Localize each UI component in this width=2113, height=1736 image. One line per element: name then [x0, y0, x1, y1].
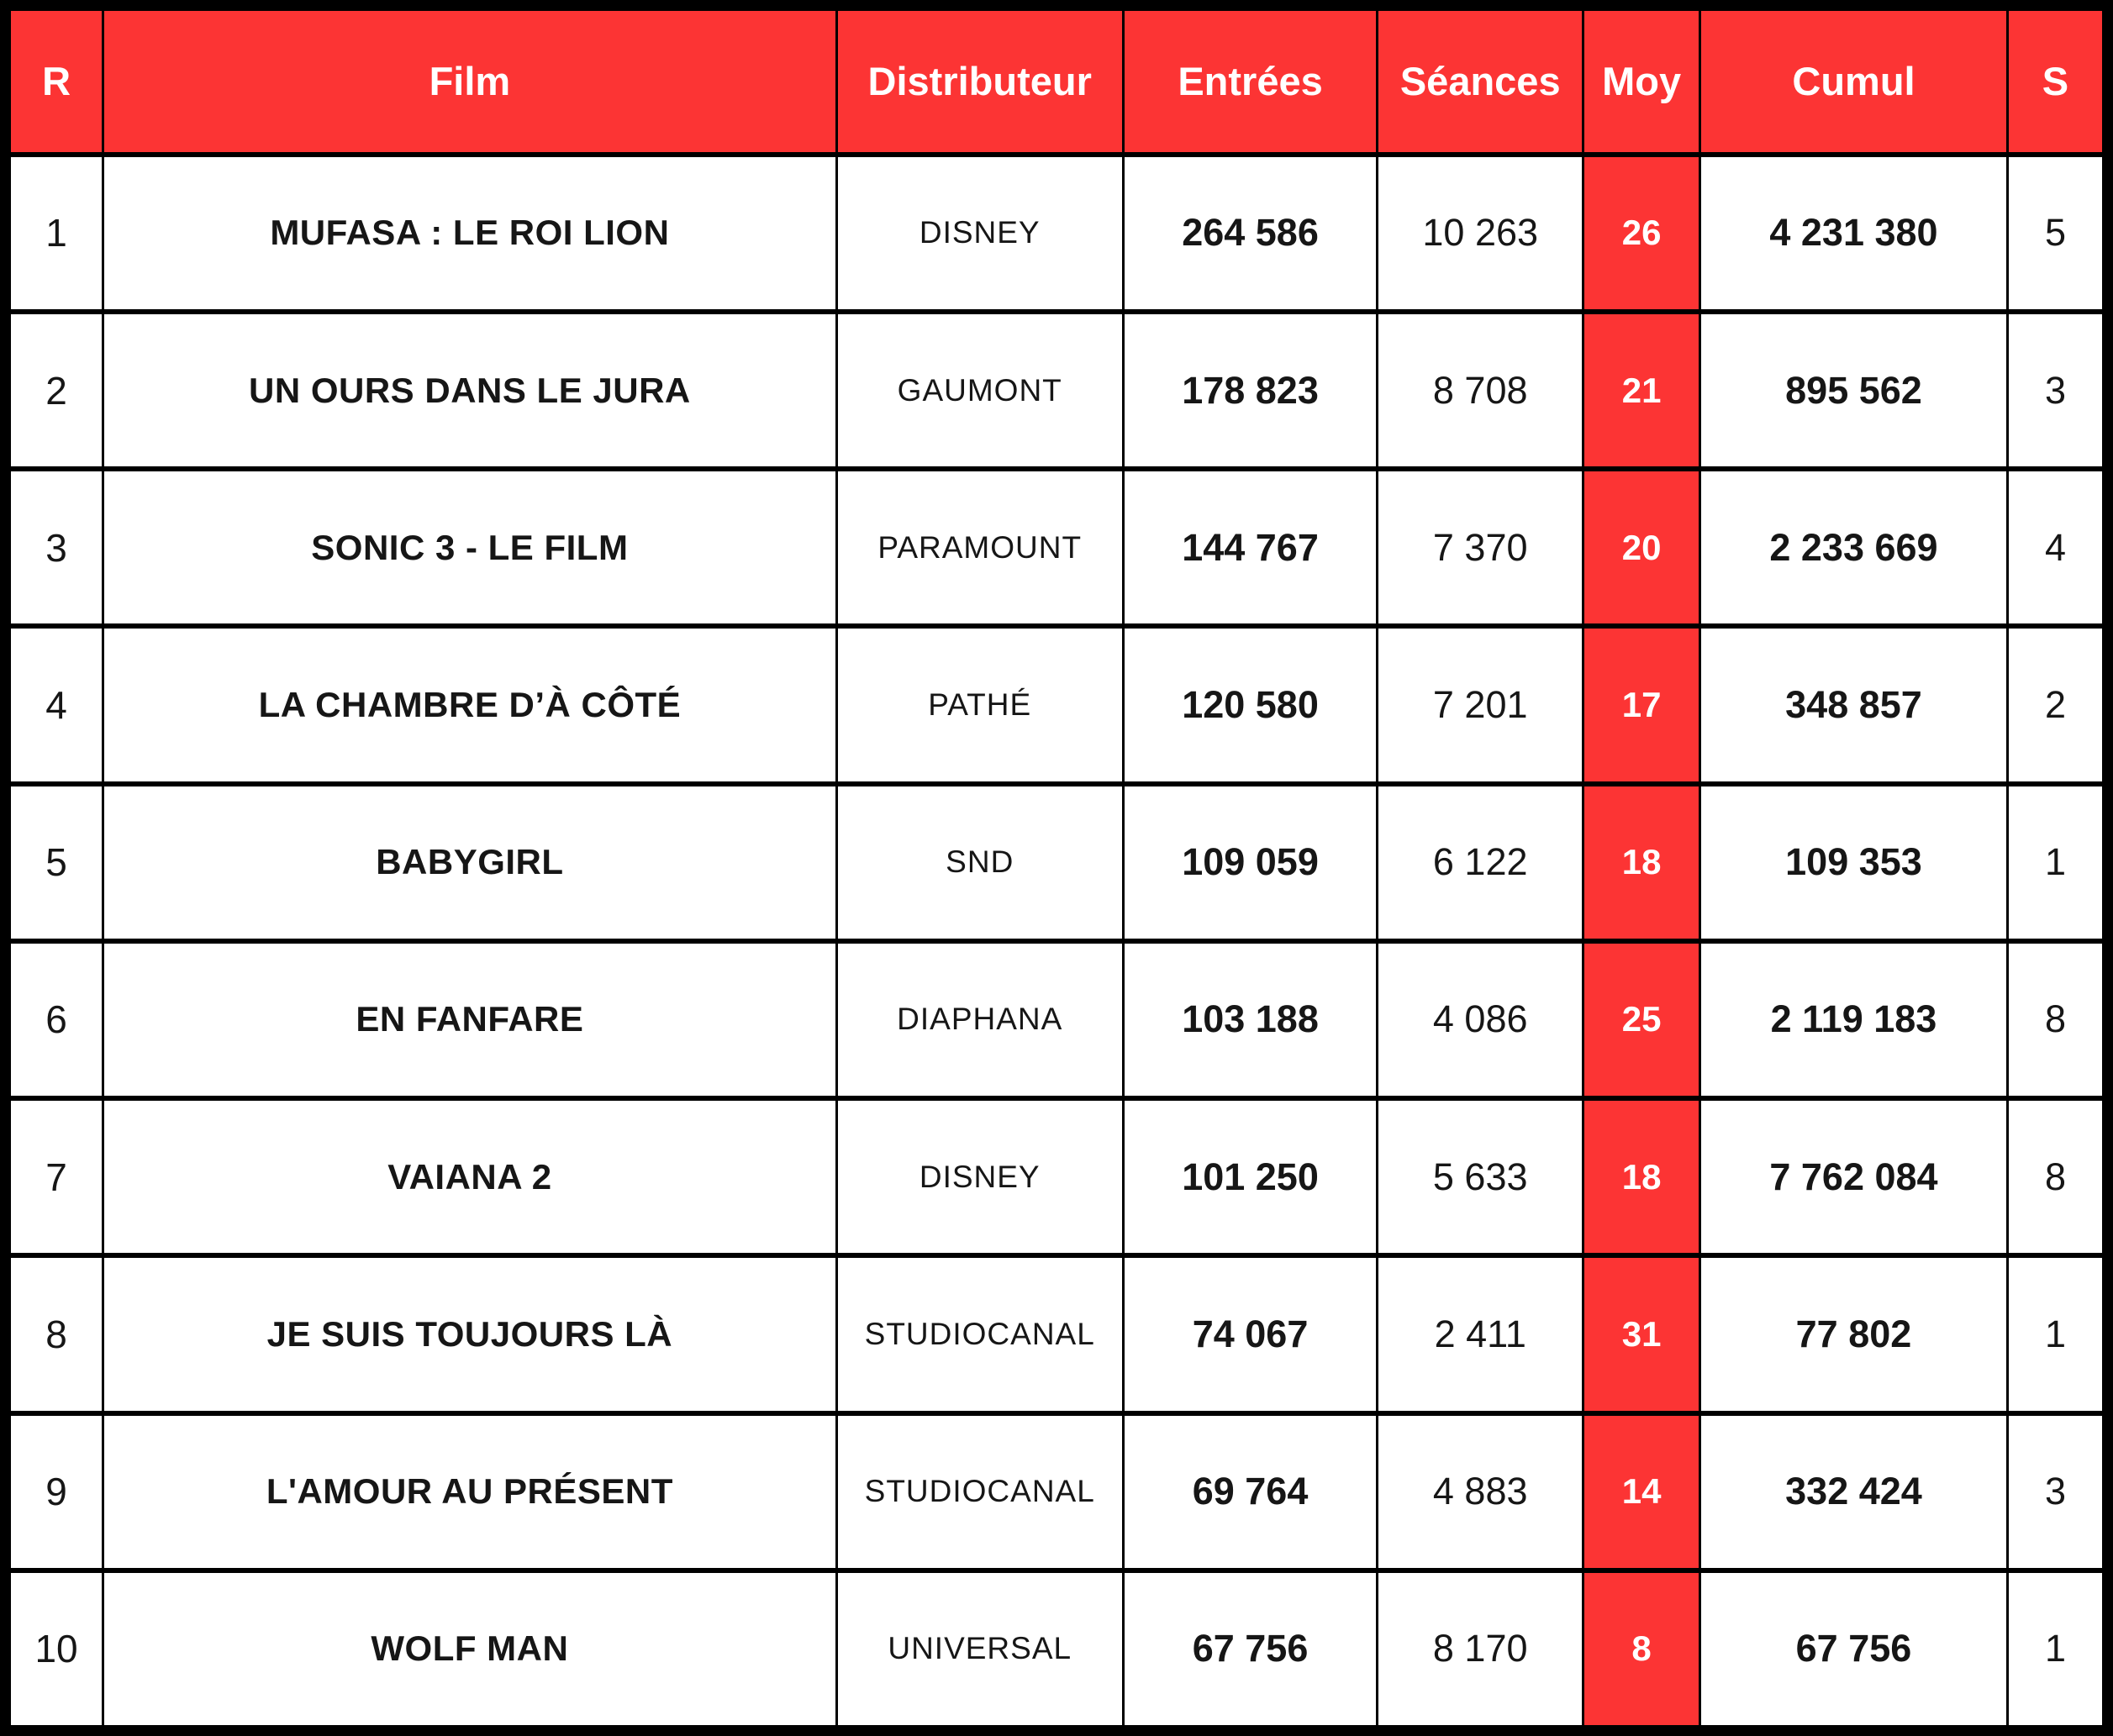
weeks-cell: 8 — [2009, 1101, 2102, 1253]
film-cell: UN OURS DANS LE JURA — [104, 314, 835, 466]
cumulative-cell: 7 762 084 — [1701, 1101, 2006, 1253]
film-cell: MUFASA : LE ROI LION — [104, 157, 835, 309]
screenings-cell: 10 263 — [1378, 157, 1582, 309]
entries-cell: 69 764 — [1125, 1416, 1376, 1568]
distributor-cell: GAUMONT — [838, 314, 1122, 466]
average-cell: 8 — [1584, 1573, 1699, 1725]
rank-cell: 5 — [11, 786, 102, 939]
entries-cell: 109 059 — [1125, 786, 1376, 939]
distributor-cell: DISNEY — [838, 1101, 1122, 1253]
header-weeks: S — [2009, 11, 2102, 152]
entries-cell: 178 823 — [1125, 314, 1376, 466]
screenings-cell: 5 633 — [1378, 1101, 1582, 1253]
weeks-cell: 8 — [2009, 944, 2102, 1096]
screenings-cell: 8 708 — [1378, 314, 1582, 466]
cumulative-cell: 109 353 — [1701, 786, 2006, 939]
average-cell: 20 — [1584, 471, 1699, 623]
header-rank: R — [11, 11, 102, 152]
film-cell: LA CHAMBRE D’À CÔTÉ — [104, 629, 835, 781]
film-cell: WOLF MAN — [104, 1573, 835, 1725]
weeks-cell: 1 — [2009, 1573, 2102, 1725]
entries-cell: 101 250 — [1125, 1101, 1376, 1253]
screenings-cell: 8 170 — [1378, 1573, 1582, 1725]
rank-cell: 2 — [11, 314, 102, 466]
average-cell: 14 — [1584, 1416, 1699, 1568]
film-cell: JE SUIS TOUJOURS LÀ — [104, 1258, 835, 1410]
entries-cell: 67 756 — [1125, 1573, 1376, 1725]
weeks-cell: 1 — [2009, 786, 2102, 939]
distributor-cell: DISNEY — [838, 157, 1122, 309]
cumulative-cell: 67 756 — [1701, 1573, 2006, 1725]
cumulative-cell: 4 231 380 — [1701, 157, 2006, 309]
weeks-cell: 2 — [2009, 629, 2102, 781]
cumulative-cell: 77 802 — [1701, 1258, 2006, 1410]
rank-cell: 4 — [11, 629, 102, 781]
screenings-cell: 4 086 — [1378, 944, 1582, 1096]
weeks-cell: 3 — [2009, 314, 2102, 466]
rank-cell: 8 — [11, 1258, 102, 1410]
entries-cell: 144 767 — [1125, 471, 1376, 623]
header-screenings: Séances — [1378, 11, 1582, 152]
average-cell: 18 — [1584, 1101, 1699, 1253]
entries-cell: 264 586 — [1125, 157, 1376, 309]
film-cell: EN FANFARE — [104, 944, 835, 1096]
rank-cell: 1 — [11, 157, 102, 309]
rank-cell: 7 — [11, 1101, 102, 1253]
distributor-cell: UNIVERSAL — [838, 1573, 1122, 1725]
cumulative-cell: 332 424 — [1701, 1416, 2006, 1568]
distributor-cell: STUDIOCANAL — [838, 1258, 1122, 1410]
weeks-cell: 4 — [2009, 471, 2102, 623]
cumulative-cell: 2 233 669 — [1701, 471, 2006, 623]
distributor-cell: STUDIOCANAL — [838, 1416, 1122, 1568]
entries-cell: 120 580 — [1125, 629, 1376, 781]
average-cell: 26 — [1584, 157, 1699, 309]
film-cell: BABYGIRL — [104, 786, 835, 939]
distributor-cell: SND — [838, 786, 1122, 939]
distributor-cell: DIAPHANA — [838, 944, 1122, 1096]
rank-cell: 9 — [11, 1416, 102, 1568]
average-cell: 17 — [1584, 629, 1699, 781]
film-cell: L'AMOUR AU PRÉSENT — [104, 1416, 835, 1568]
rank-cell: 10 — [11, 1573, 102, 1725]
film-cell: VAIANA 2 — [104, 1101, 835, 1253]
header-film: Film — [104, 11, 835, 152]
header-distributor: Distributeur — [838, 11, 1122, 152]
film-cell: SONIC 3 - LE FILM — [104, 471, 835, 623]
cumulative-cell: 348 857 — [1701, 629, 2006, 781]
header-average: Moy — [1584, 11, 1699, 152]
header-cumulative: Cumul — [1701, 11, 2006, 152]
rank-cell: 6 — [11, 944, 102, 1096]
weeks-cell: 3 — [2009, 1416, 2102, 1568]
cumulative-cell: 2 119 183 — [1701, 944, 2006, 1096]
distributor-cell: PARAMOUNT — [838, 471, 1122, 623]
screenings-cell: 4 883 — [1378, 1416, 1582, 1568]
average-cell: 31 — [1584, 1258, 1699, 1410]
weeks-cell: 5 — [2009, 157, 2102, 309]
screenings-cell: 6 122 — [1378, 786, 1582, 939]
rank-cell: 3 — [11, 471, 102, 623]
weeks-cell: 1 — [2009, 1258, 2102, 1410]
average-cell: 21 — [1584, 314, 1699, 466]
header-entries: Entrées — [1125, 11, 1376, 152]
screenings-cell: 7 201 — [1378, 629, 1582, 781]
screenings-cell: 7 370 — [1378, 471, 1582, 623]
entries-cell: 74 067 — [1125, 1258, 1376, 1410]
average-cell: 25 — [1584, 944, 1699, 1096]
screenings-cell: 2 411 — [1378, 1258, 1582, 1410]
cumulative-cell: 895 562 — [1701, 314, 2006, 466]
average-cell: 18 — [1584, 786, 1699, 939]
entries-cell: 103 188 — [1125, 944, 1376, 1096]
distributor-cell: PATHÉ — [838, 629, 1122, 781]
